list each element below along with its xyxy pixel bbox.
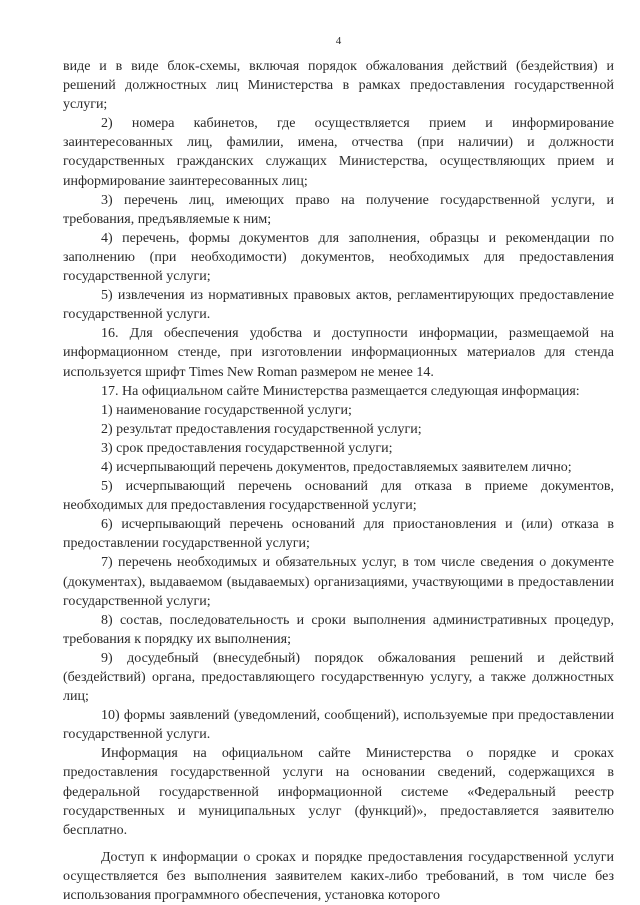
list-item-2: 2) номера кабинетов, где осуществляется прием и информирование заинтересованных лиц, фамилии, имена, отчества (при наличии) и должности государственных гражданских служащих Министерства, осуществляющих прием и информирование заинтересованных лиц; xyxy=(63,116,614,189)
paragraph-spacer xyxy=(63,840,614,848)
paragraph-continuation: виде и в виде блок-схемы, включая порядок обжалования действий (бездействия) и решений должностных лиц Министерства в рамках предоставления государственной услуги; xyxy=(63,59,614,113)
site-item-6: 6) исчерпывающий перечень оснований для приостановления и (или) отказа в предоставлении государственной услуги; xyxy=(63,517,614,552)
site-item-8: 8) состав, последовательность и сроки выполнения административных процедур, требования к порядку их выполнения; xyxy=(63,612,614,647)
site-item-10: 10) формы заявлений (уведомлений, сообщений), используемые при предоставлении государственной услуги. xyxy=(63,708,614,743)
site-item-4: 4) исчерпывающий перечень документов, предоставляемых заявителем лично; xyxy=(101,459,572,475)
site-item-7: 7) перечень необходимых и обязательных услуг, в том числе сведения о документе (документах), выдаваемом (выдаваемых) организациями, участвующими в предоставлении государственной услуги; xyxy=(63,555,614,609)
clause-16: 16. Для обеспечения удобства и доступности информации, размещаемой на информационном стенде, при изготовлении информационных материалов для стенда используется шрифт Times New Roman размером не менее 14. xyxy=(63,326,614,380)
clause-17: 17. На официальном сайте Министерства размещается следующая информация: xyxy=(101,383,580,399)
list-item-5: 5) извлечения из нормативных правовых актов, регламентирующих предоставление государственной услуги. xyxy=(63,288,614,323)
site-item-9: 9) досудебный (внесудебный) порядок обжалования решений и действий (бездействий) органа, предоставляющего государственную услугу, а также должностных лиц; xyxy=(63,650,614,705)
page-number: 4 xyxy=(335,35,342,47)
paragraph-access: Доступ к информации о сроках и порядке предоставления государственной услуги осуществляется без выполнения заявителем каких-либо требований, в том числе без использования программного обеспечения, установка которого xyxy=(63,849,614,904)
paragraph-info-free: Информация на официальном сайте Министерства о порядке и сроках предоставления государственной услуги на основании сведений, содержащихся в федеральной государственной информационной системе «Федеральный реестр государственных и муниципальных услуг (функций)», предоставляется заявителю бесплатно. xyxy=(63,746,614,838)
site-item-2: 2) результат предоставления государственной услуги; xyxy=(101,421,422,437)
site-item-5: 5) исчерпывающий перечень оснований для отказа в приеме документов, необходимых для предоставления государственной услуги; xyxy=(63,479,614,514)
list-item-3: 3) перечень лиц, имеющих право на получение государственной услуги, и требования, предъявляемые к ним; xyxy=(63,192,614,227)
list-item-4: 4) перечень, формы документов для заполнения, образцы и рекомендации по заполнению (при необходимости) документов, необходимых для предоставления государственной услуги; xyxy=(63,230,614,285)
site-item-3: 3) срок предоставления государственной услуги; xyxy=(101,440,393,456)
site-item-1: 1) наименование государственной услуги; xyxy=(101,402,352,418)
